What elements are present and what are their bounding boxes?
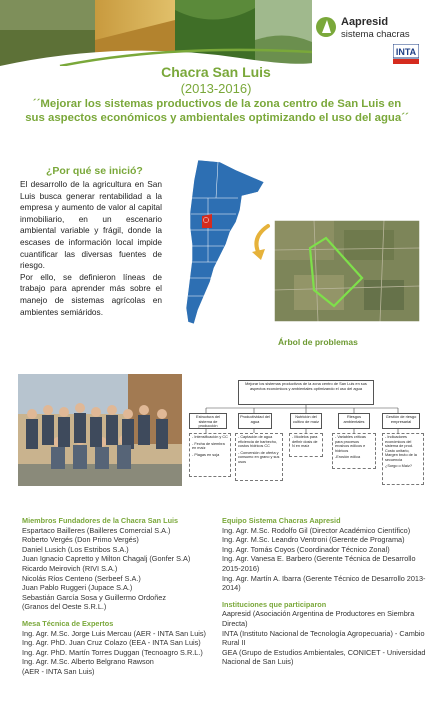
problem-tree xyxy=(186,376,426,486)
header-photo-strip xyxy=(0,0,312,66)
tree-leaf-5 xyxy=(382,433,424,485)
members-item: Juan Pablo Ruggeri (Jupace S.A.) xyxy=(22,583,133,593)
members-item: Roberto Vergés (Don Primo Vergés) xyxy=(22,535,139,545)
tree-leaf-4 xyxy=(332,433,376,469)
page-years: (2013-2016) xyxy=(180,81,252,96)
brand-sub: sistema chacras xyxy=(341,29,410,40)
experts-item: Ing. Agr. PhD. Juan Cruz Colazo (EEA - INTA San Luis) xyxy=(22,638,201,648)
right-credits xyxy=(222,516,427,667)
members-item: Espartaco Bailleres (Bailleres Comercial S.A.) xyxy=(22,525,171,535)
why-text xyxy=(20,179,162,318)
experts-item: Ing. Agr. M.Sc. Jorge Luis Mercau (AER - INTA San Luis) xyxy=(22,628,206,638)
tree-branch-2: Productividad del agua xyxy=(238,413,272,429)
members-heading: Miembros Fundadores de la Chacra San Luis xyxy=(22,516,179,525)
problem-tree-title: Árbol de problemas xyxy=(278,337,358,347)
members-item: Juan Ignacio Capretto y Milton Chagalj (Gonfer S.A) xyxy=(22,554,191,564)
tree-leaf-2-item: - Captación de agua eficiencia de barbecho, costos hídricos CC xyxy=(238,435,278,448)
members-item: Nicolás Ríos Centeno (Serbeef S.A.) xyxy=(22,573,141,583)
tree-leaf-1-item: - Intensificación y CC xyxy=(192,435,228,439)
members-item: Ricardo Meirovich (RIVI S.A.) xyxy=(22,563,118,573)
left-credits xyxy=(22,516,212,677)
tree-leaf-1-item: - Plagas en soja xyxy=(192,452,220,457)
members-item: Daniel Lusich (Los Estribos S.A.) xyxy=(22,544,129,554)
experts-heading: Mesa Técnica de Expertos xyxy=(22,618,114,628)
institutions-item: INTA (Instituto Nacional de Tecnología Agropecuaria) - Cambio Rural II xyxy=(222,628,425,648)
institutions-item: GEA (Grupo de Estudios Ambientales, CONICET - Universidad Nacional de San Luis) xyxy=(222,647,426,667)
experts-item: Ing. Agr. M.Sc. Alberto Belgrano Rawson xyxy=(22,657,154,667)
satellite-map xyxy=(274,220,420,322)
tree-leaf-5-item: - Indicadores económicos del sistema de prod. Costo unitario, Margen bruto de la secuencia xyxy=(385,435,417,462)
tree-leaf-1-item: - Fecha de siembra en maíz xyxy=(192,441,225,450)
institutions-item: Aapresid (Asociación Argentina de Productores en Siembra Directa) xyxy=(222,609,415,628)
curved-arrow-icon xyxy=(246,222,276,262)
tree-leaf-2-item: - Conversión de oferta y consumo en grano y sus usos xyxy=(238,450,280,464)
inta-label: INTA xyxy=(395,47,417,57)
page-subtitle: ´´Mejorar los sistemas productivos de la zona centro de San Luis en sus aspectos económicos y ambientales optimizando el uso del agua´´ xyxy=(25,98,409,124)
why-paragraph-1: El desarrollo de la agricultura en San Luis busca generar rentabilidad a la empresa y aumento de valor al capital inmobiliario, en un escenario ambiental variable y frágil, donde la escases de información local impide cuantificar las diversas fuentes de riesgo. xyxy=(20,179,162,271)
team-item: Ing. Agr. Tomás Coyos (Coordinador Técnico Zonal) xyxy=(222,544,390,554)
tree-branch-3: Nutrición del cultivo de maíz xyxy=(290,413,322,429)
experts-item: Ing. Agr. PhD. Martín Torres Duggan (Tecnoagro S.R.L.) xyxy=(22,647,203,657)
tree-leaf-4-item: -Erosión eólica xyxy=(335,455,361,459)
members-item: (Granos del Oeste S.R.L.) xyxy=(22,602,107,612)
tree-leaf-3 xyxy=(289,433,323,457)
why-heading: ¿Por qué se inició? xyxy=(46,165,143,177)
institutions-heading: Instituciones que participaron xyxy=(222,599,327,609)
tree-branch-5: Gestión de riesgo empresarial xyxy=(382,413,420,429)
team-item: Ing. Agr. M.Sc. Leandro Ventroni (Gerente de Programa) xyxy=(222,535,405,545)
team-item: Ing. Agr. Vanesa E. Barbero (Gerente Técnica de Desarrollo 2015-2016) xyxy=(222,554,416,573)
members-item: Sebastián García Sosa y Guillermo Ordoñez xyxy=(22,592,166,602)
tree-leaf-1 xyxy=(189,433,231,477)
team-heading: Equipo Sistema Chacras Aapresid xyxy=(222,516,341,525)
brand-name: Aapresid xyxy=(341,16,389,28)
team-item: Ing. Agr. Martín A. Ibarra (Gerente Técnico de Desarrollo 2013-2014) xyxy=(222,573,426,593)
tree-leaf-4-item: - Variables críticas para procesos erosivos eólicos e hídricos xyxy=(335,435,366,453)
team-item: Ing. Agr. M.Sc. Rodolfo Gil (Director Académico Científico) xyxy=(222,525,411,535)
tree-branch-1: Estructura del sistema de producción xyxy=(189,413,227,429)
aapresid-logo xyxy=(316,12,428,42)
team-photo xyxy=(18,374,182,486)
experts-item: (AER - INTA San Luis) xyxy=(22,666,95,676)
tree-leaf-5-item: ¿Sorgo o Maíz? xyxy=(385,464,413,468)
why-paragraph-2: Por ello, se definieron líneas de trabajo para aprender más sobre el manejo de sistemas agrícolas en ambientes semiáridos. xyxy=(20,271,162,317)
tree-leaf-2 xyxy=(235,433,283,481)
page-title: Chacra San Luis xyxy=(161,64,271,80)
inta-logo xyxy=(393,44,419,64)
tree-root: Mejorar los sistemas productivos de la zona centro de San Luis en sus aspectos económicos y ambientales optimizando el uso del agua xyxy=(238,380,374,405)
tree-leaf-3-item: - Modelos para definir dosis de N en maíz xyxy=(292,435,318,448)
tree-branch-4: Riesgos ambientales xyxy=(338,413,370,429)
